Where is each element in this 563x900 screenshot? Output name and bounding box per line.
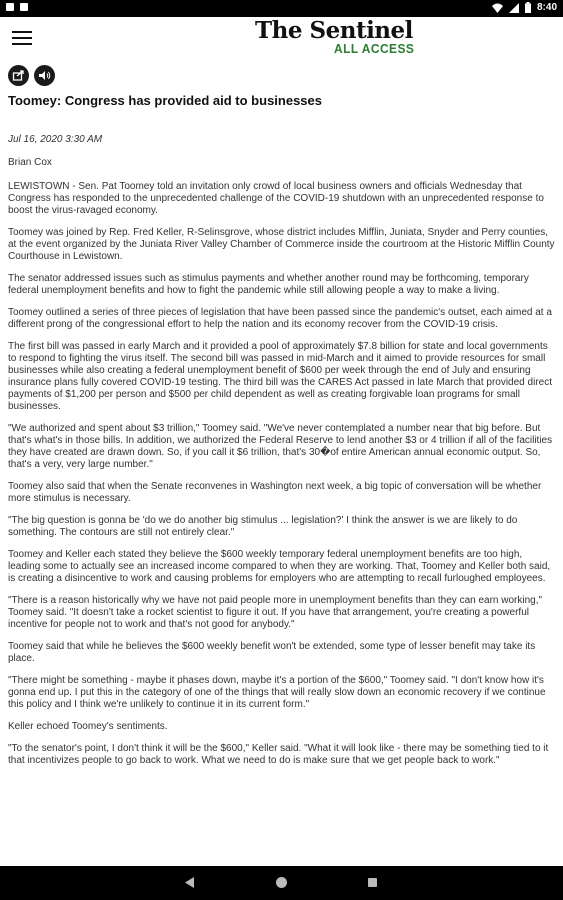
article-paragraph: Toomey also said that when the Senate reconvenes in Washington next week, a big topic of conversation will be whether more stimulus is necessary. [8, 481, 542, 504]
article-paragraph: "There might be something - maybe it phases down, maybe it's a portion of the $600," Toomey said. "I don't know how it's gonna end up. I put this in the category of one of the things that will really slow down an economic recovery if we continue this policy and I think we're unlikely to continue it in its current form." [8, 675, 546, 710]
menu-icon[interactable] [12, 31, 32, 47]
audio-button[interactable] [34, 65, 55, 86]
home-icon[interactable] [276, 877, 287, 888]
article-paragraph: LEWISTOWN - Sen. Pat Toomey told an invitation only crowd of local business owners and officials Wednesday that Congress has responded to the unprecedented challenge of the COVID-19 shutdown with an unprecedented response to boost the virus-ravaged economy. [8, 181, 544, 216]
article-paragraph: Toomey outlined a series of three pieces of legislation that have been passed since the pandemic's outset, each aimed at a different prong of the congressional effort to help the nation and its economy recover from the COVID-19 crisis. [8, 307, 552, 330]
article-date: Jul 16, 2020 3:30 AM [8, 134, 103, 145]
article-paragraph: "The big question is gonna be 'do we do another big stimulus ... legislation?' I think the answer is we are likely to do something. The contours are still not entirely clear." [8, 515, 518, 538]
notification-icon [6, 3, 14, 11]
article-paragraph: Toomey was joined by Rep. Fred Keller, R-Selinsgrove, whose district includes Mifflin, Juniata, Snyder and Perry counties, at the event organized by the Juniata River Valley Chamber of Commerce inside the courtroom at the Historic Mifflin County Courthouse in Lewistown. [8, 227, 555, 262]
masthead-logo[interactable] [255, 19, 415, 63]
article-actions [8, 65, 55, 86]
signal-icon [509, 3, 519, 13]
share-button[interactable] [8, 65, 29, 86]
masthead-subtitle: ALL ACCESS [334, 41, 415, 56]
article-headline: Toomey: Congress has provided aid to businesses [8, 93, 322, 108]
wifi-icon [492, 3, 503, 13]
back-icon[interactable] [185, 877, 195, 888]
speaker-icon [38, 69, 51, 82]
app-bar [0, 17, 563, 61]
article-paragraph: "We authorized and spent about $3 trillion," Toomey said. "We've never contemplated a number near that big before. But that's what's in those bills. In addition, we authorized the Federal Reserve to lend another $3 or 4 trillion if all of the facilities they have created are drawn down. So, if you call it $6 trillion, that's 30�of entire American annual economic output. So, that's a very, very large number." [8, 423, 553, 470]
article-paragraph: Toomey said that while he believes the $600 weekly benefit won't be extended, some type of lesser benefit may take its place. [8, 641, 536, 664]
article-paragraph: The first bill was passed in early March and it provided a pool of approximately $7.8 billion for state and local governments to respond to fighting the virus itself. The second bill was passed in mid-March and it aimed to provide resources for small businesses while also creating a federal unemployment benefit of $600 per week through the end of July and ensuring insurance plans fully covered COVID-19 testing. The third bill was the CARES Act passed in late March that provided direct payments of $1,200 per person and $500 per child dependent as well as creating forgivable loan programs for small businesses. [8, 341, 552, 412]
app-notification-icon [20, 3, 28, 11]
battery-icon [525, 2, 531, 13]
article-paragraph: Keller echoed Toomey's sentiments. [8, 721, 168, 732]
article-paragraph: The senator addressed issues such as stimulus payments and whether another round may be forthcoming, temporary federal unemployment benefits and how to fight the pandemic while still allowing people a way to make a living. [8, 273, 529, 296]
status-bar [0, 0, 563, 17]
system-nav-bar [0, 866, 563, 900]
article-paragraph: "To the senator's point, I don't think it will be the $600," Keller said. "What it will look like - there may be something tied to it that incentivizes people to go back to work. What we need to do is make sure that we get people back to work." [8, 743, 549, 766]
masthead-title: The Sentinel [255, 17, 413, 44]
article-author: Brian Cox [8, 157, 52, 168]
recent-apps-icon[interactable] [368, 878, 377, 887]
article-paragraph: Toomey and Keller each stated they believe the $600 weekly temporary federal unemployment benefits are too high, leading some to actually see an increased income compared to when they are working. That, Toomey and Keller both said, is creating a disincentive to work and causing problems for employers who are attempting to recall furloughed employees. [8, 549, 551, 584]
article-paragraph: "There is a reason historically why we have not paid people more in unemployment benefits than they can earn working," Toomey said. "It doesn't take a rocket scientist to figure it out. If you have that arrangement, you're creating a powerful incentive for people not to work and that's not good for anybody." [8, 595, 543, 630]
status-time: 8:40 [536, 2, 557, 13]
share-icon [12, 69, 25, 82]
article-body[interactable] [8, 181, 556, 865]
